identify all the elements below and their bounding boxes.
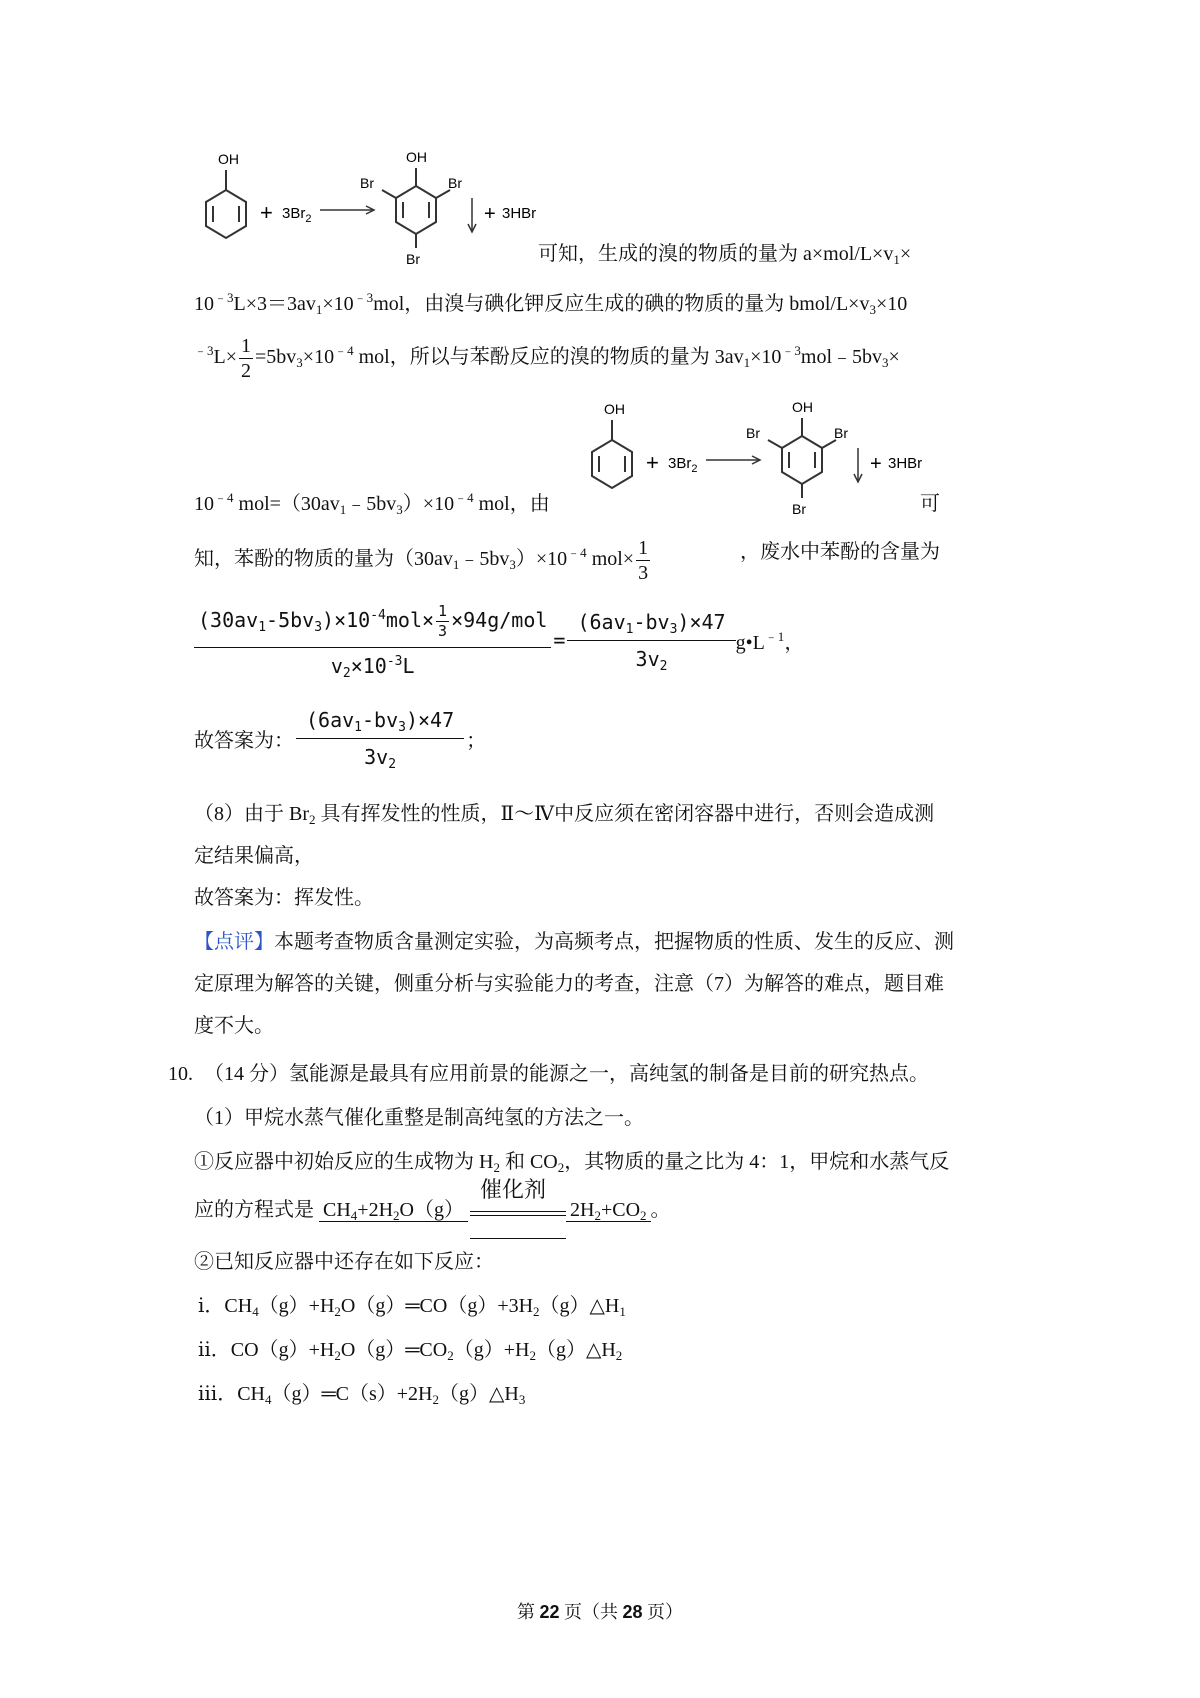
page-total: 28 [622,1602,643,1622]
reaction-arrow [320,206,374,214]
svg-text:+: + [870,453,882,475]
comment-line-1: 【点评】本题考查物质含量测定实验，为高频考点，把握物质的性质、发生的反应、测 [194,931,954,953]
p1-line-2: $10^{﹣3}L\times 3=3av_1\times 10^{﹣3}mol$，由溴与碘化钾反应生成的碘的物质的量为 bmol/$L\times v_3\times 10$ [194,290,908,317]
part8-line-2: 定结果偏高， [194,845,314,867]
answer-blank-equation: $CH_4+2H_2O(g)$ [319,1199,468,1222]
tribromophenol-structure [382,168,450,248]
question-10-sub1: （1）甲烷水蒸气催化重整是制高纯氢的方法之一。 [194,1107,644,1129]
q10-c1-line-1: ①反应器中初始反应的生成物为 $H_2$ 和 $CO_2$，其物质的量之比为 4：1，甲烷和水蒸气反 [194,1151,950,1175]
p1-line-1: 可知，生成的溴的物质的量为 $a\times mol/L\times v_1\times$ [538,243,912,267]
part8-answer: 故答案为：挥发性。 [194,887,374,909]
svg-text:OH: OH [604,401,625,417]
equation-answer-underline [470,1238,566,1239]
q10-c3: ②已知反应器中还存在如下反应： [194,1251,494,1273]
svg-text:3Br2: $3Br_2$ [668,455,698,475]
svg-text:Br: Br [834,425,848,441]
reagent-label: 3Br [282,205,306,222]
fraction-one-half: $\frac{1}{2}$ [241,335,252,382]
question-10-stem: （14 分）氢能源是最具有应用前景的能源之一，高纯氢的制备是目前的研究热点。 [204,1063,929,1085]
phenol-content-formula: $(30av_1-5bv_3)\times 10^{-4}mol\times$ $\frac{1}{3}$ ×94g/mol $v_2\times 10^{-3}L$ = $\frac{(6av_1-bv_3)\times 47}{3v_2}$ $g•L^{﹣1}$， [194,604,804,676]
svg-text:3Br2: $3Br_2$ [282,205,312,225]
page-footer: 第 22 页（共 28 页） [516,1602,684,1622]
catalyst-label: 催化剂 [480,1177,547,1202]
p2-line-1: $10^{﹣4}$ $mol=(30av_1﹣5bv_3)\times 10^{﹣4}$ mol，由 [194,490,550,517]
comment-line-3: 度不大。 [194,1015,274,1037]
br-label-bottom: Br [406,251,420,267]
part8-line-1: （8）由于 $Br_2$ 具有挥发性的性质，Ⅱ～Ⅳ中反应须在密闭容器中进行，否则会造成测 [194,803,935,827]
svg-text:Br: Br [792,501,806,517]
q10-c1-line-2: 应的方程式是 $CH_4+2H_2O(g)$ [194,1196,468,1224]
p2-line-1-end: 可 [920,493,940,515]
answer-line-1: 故答案为： $\frac{(6av_1-bv_3)\times 47}{3v_2}$ ； [194,708,487,772]
svg-text:OH: OH [792,399,813,415]
fraction-one-third: $\frac{1}{3}$ [638,537,649,584]
comment-tag: 【点评】 [194,931,274,953]
svg-text:+: + [646,450,659,475]
comment-line-2: 定原理为解答的关键，侧重分析与实验能力的考查，注意（7）为解答的难点，题目难 [194,973,944,995]
phenol-oh-label: OH [218,151,239,167]
p1-line-3: $^{﹣3}$L× $\frac{1}{2}$ $=5bv_3\times 10^{﹣4}$ mol，所以与苯酚反应的溴的物质的量为 $3av_1\times 10^{﹣3}mol﹣5bv_3\times$ [194,335,900,382]
equation-double-bar [470,1211,566,1216]
br-label-right: Br [448,175,462,191]
precipitate-arrow-icon [468,198,476,232]
q10-c1-line-2-end: $2H_2+CO_2$ 。 [566,1196,671,1224]
svg-text:Br: Br [746,425,760,441]
phenol-bromination-diagram-1 [196,140,566,270]
svg-text:+: + [484,203,496,225]
byproduct-label: 3HBr [502,205,537,222]
reaction-i: ⅰ．$CH_4(g)+H_2O(g)═CO(g)+3H_2(g)\triangle H_1$ [198,1295,626,1319]
p2-line-2: 知，苯酚的物质的量为$(30av_1﹣5bv_3)\times 10^{﹣4}$ mol× $\frac{1}{3}$ ，废水中苯酚的含量为 [194,537,940,584]
br-label-left: Br [360,175,374,191]
product-oh-label: OH [406,149,427,165]
svg-text:3HBr: 3HBr [888,455,923,472]
reaction-ii: ⅱ．$CO(g)+H_2O(g)═CO_2(g)+H_2(g)\triangle H_2$ [198,1339,623,1363]
reaction-iii: ⅲ．$CH_4(g)═C(s)+2H_2(g)\triangle H_3$ [198,1383,526,1407]
phenol-bromination-diagram-2 [582,390,952,520]
plus-sign: + [260,200,273,225]
phenol-structure [206,170,246,238]
question-10-number: 10. [168,1063,193,1085]
page-number: 22 [539,1602,560,1622]
